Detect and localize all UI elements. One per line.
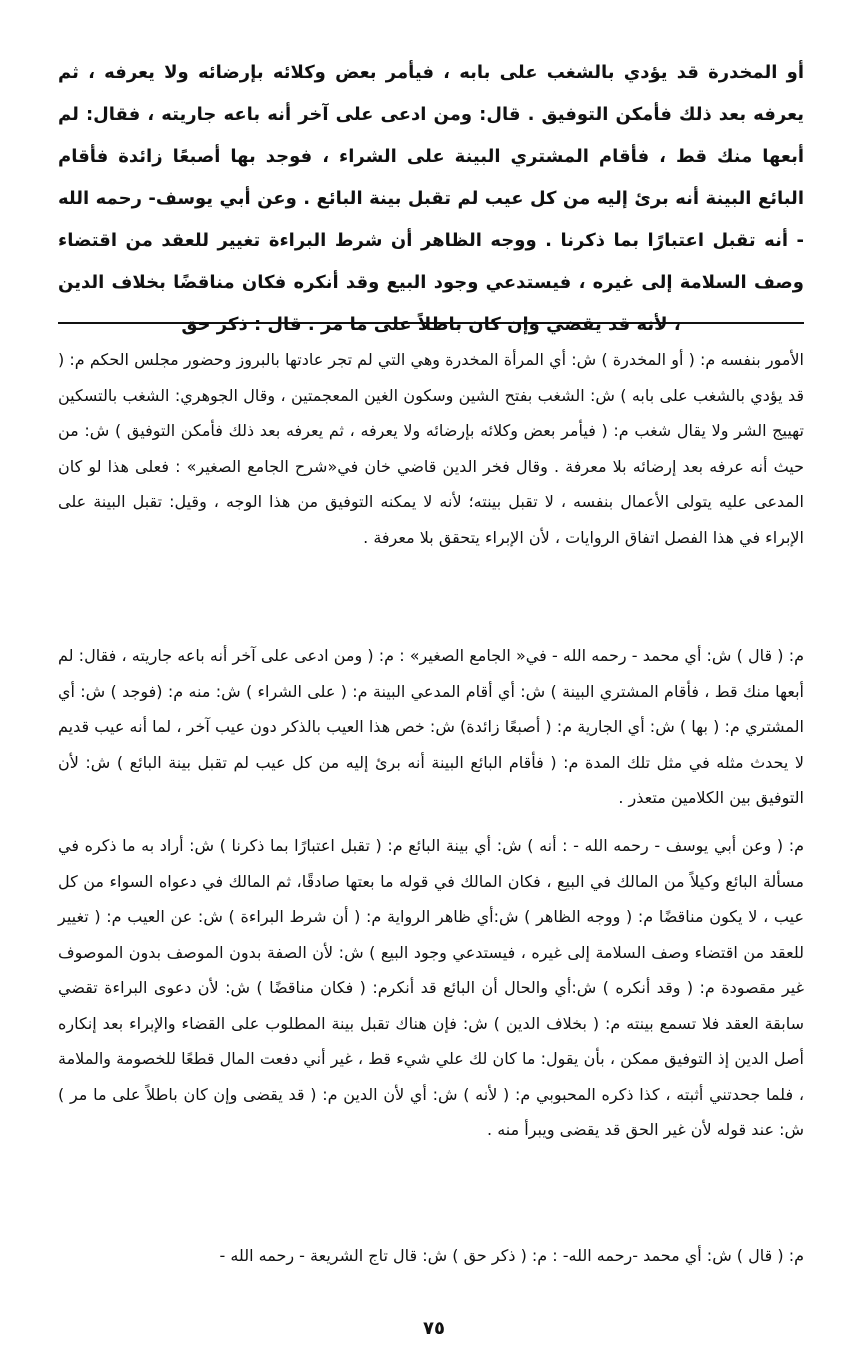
- commentary-paragraph-2: م: ( قال ) ش: أي محمد - رحمه الله - في« الجامع الصغير» : م: ( ومن ادعى على آخر أنه باعه جاريته ، فقال: لم أبعها منك قط ، فأقام المشتري البينة ) ش: أي أقام المدعي البينة م: ( على الشراء ) ش: منه م: (فوجد ) ش: أي المشتري م: ( بها ) ش: أي الجارية م: ( أصبعًا زائدة) ش: خص هذا العيب بالذكر دون عيب آخر ، لما أنه عيب قديم لا يحدث مثله في مثل تلك المدة م: ( فأقام البائع البينة أنه برئ إليه من كل عيب لم تقبل بينة البائع ) ش: لأن التوفيق بين الكلامين متعذر .: [58, 646, 804, 807]
- commentary-paragraph-4: م: ( قال ) ش: أي محمد -رحمه الله- : م: ( ذكر حق ) ش: قال تاج الشريعة - رحمه الله -: [219, 1246, 804, 1265]
- page-number: ٧٥: [423, 1318, 445, 1339]
- main-text-block: أو المخدرة قد يؤدي بالشغب على بابه ، فيأمر بعض وكلائه بإرضائه ولا يعرفه ، ثم يعرفه بعد ذلك فأمكن التوفيق . قال: ومن ادعى على آخر أنه باعه جاريته ، فقال: لم أبعها منك قط ، فأقام المشتري البينة على الشراء ، فوجد بها أصبعًا زائدة فأقام البائع البينة أنه برئ إليه من كل عيب لم تقبل بينة البائع . وعن أبي يوسف- رحمه الله - أنه تقبل اعتبارًا بما ذكرنا . ووجه الظاهر أن شرط البراءة تغيير للعقد من اقتضاء وصف السلامة إلى غيره ، فيستدعي وجود البيع وقد أنكره فكان مناقضًا بخلاف الدين ، لأنه قد يقضي وإن كان باطلاً على ما مر . قال : ذكر حق: [58, 62, 804, 335]
- commentary-paragraph-3: م: ( وعن أبي يوسف - رحمه الله - : أنه ) ش: أي بينة البائع م: ( تقبل اعتبارًا بما ذكرنا ) ش: أراد به ما ذكره في مسألة البائع وكيلاً من المالك في البيع ، فكان المالك في قوله ما بعتها صادقًا، ثم المالك في دعواه السواء من كل عيب ، لا يكون مناقضًا م: ( ووجه الظاهر ) ش:أي ظاهر الرواية م: ( أن شرط البراءة ) ش: عن العيب م: ( تغيير للعقد من اقتضاء وصف السلامة إلى غيره ، فيستدعي وجود البيع ) ش: لأن الصفة بدون الموصف بدون الموصوف غير مقصودة م: ( وقد أنكره ) ش:أي والحال أن البائع قد أنكرم: ( فكان مناقضًا ) ش: لأن دعوى البراءة تقضي سابقة العقد فلا تسمع بينته م: ( بخلاف الدين ) ش: فإن هناك تقبل بينة المطلوب على القضاء والإبراء بعد إنكاره أصل الدين إذ التوفيق ممكن ، بأن يقول: ما كان لك علي شيء قط ، غير أني دفعت المال قطعًا للخصومة والملامة ، فلما جحدتني أثبته ، كذا ذكره المحبوبي م: ( لأنه ) ش: أي لأن الدين م: ( قد يقضى وإن كان باطلاً على ما مر ) ش: عند قوله لأن غير الحق قد يقضى ويبرأ منه .: [58, 836, 804, 1139]
- commentary-block: [58, 342, 804, 1274]
- commentary-paragraph-1: الأمور بنفسه م: ( أو المخدرة ) ش: أي المرأة المخدرة وهي التي لم تجر عادتها بالبروز وحضور مجلس الحكم م: ( قد يؤدي بالشغب على بابه ) ش: الشغب بفتح الشين وسكون الغين المعجمتين ، وقال الجوهري: الشغب بالتسكين تهييج الشر ولا يقال شغب م: ( فيأمر بعض وكلائه بإرضائه ولا يعرفه ، ثم يعرفه بعد ذلك فأمكن التوفيق ) ش: من حيث أنه عرفه بعد إرضائه بلا معرفة . وقال فخر الدين قاضي خان في«شرح الجامع الصغير» : فعلى هذا لو كان المدعى عليه يتولى الأعمال بنفسه ، لا تقبل بينته؛ لأنه لا يمكنه التوفيق من هذا الوجه ، وقيل: تقبل البينة على الإبراء في هذا الفصل اتفاق الروايات ، لأن الإبراء يتحقق بلا معرفة .: [58, 350, 804, 547]
